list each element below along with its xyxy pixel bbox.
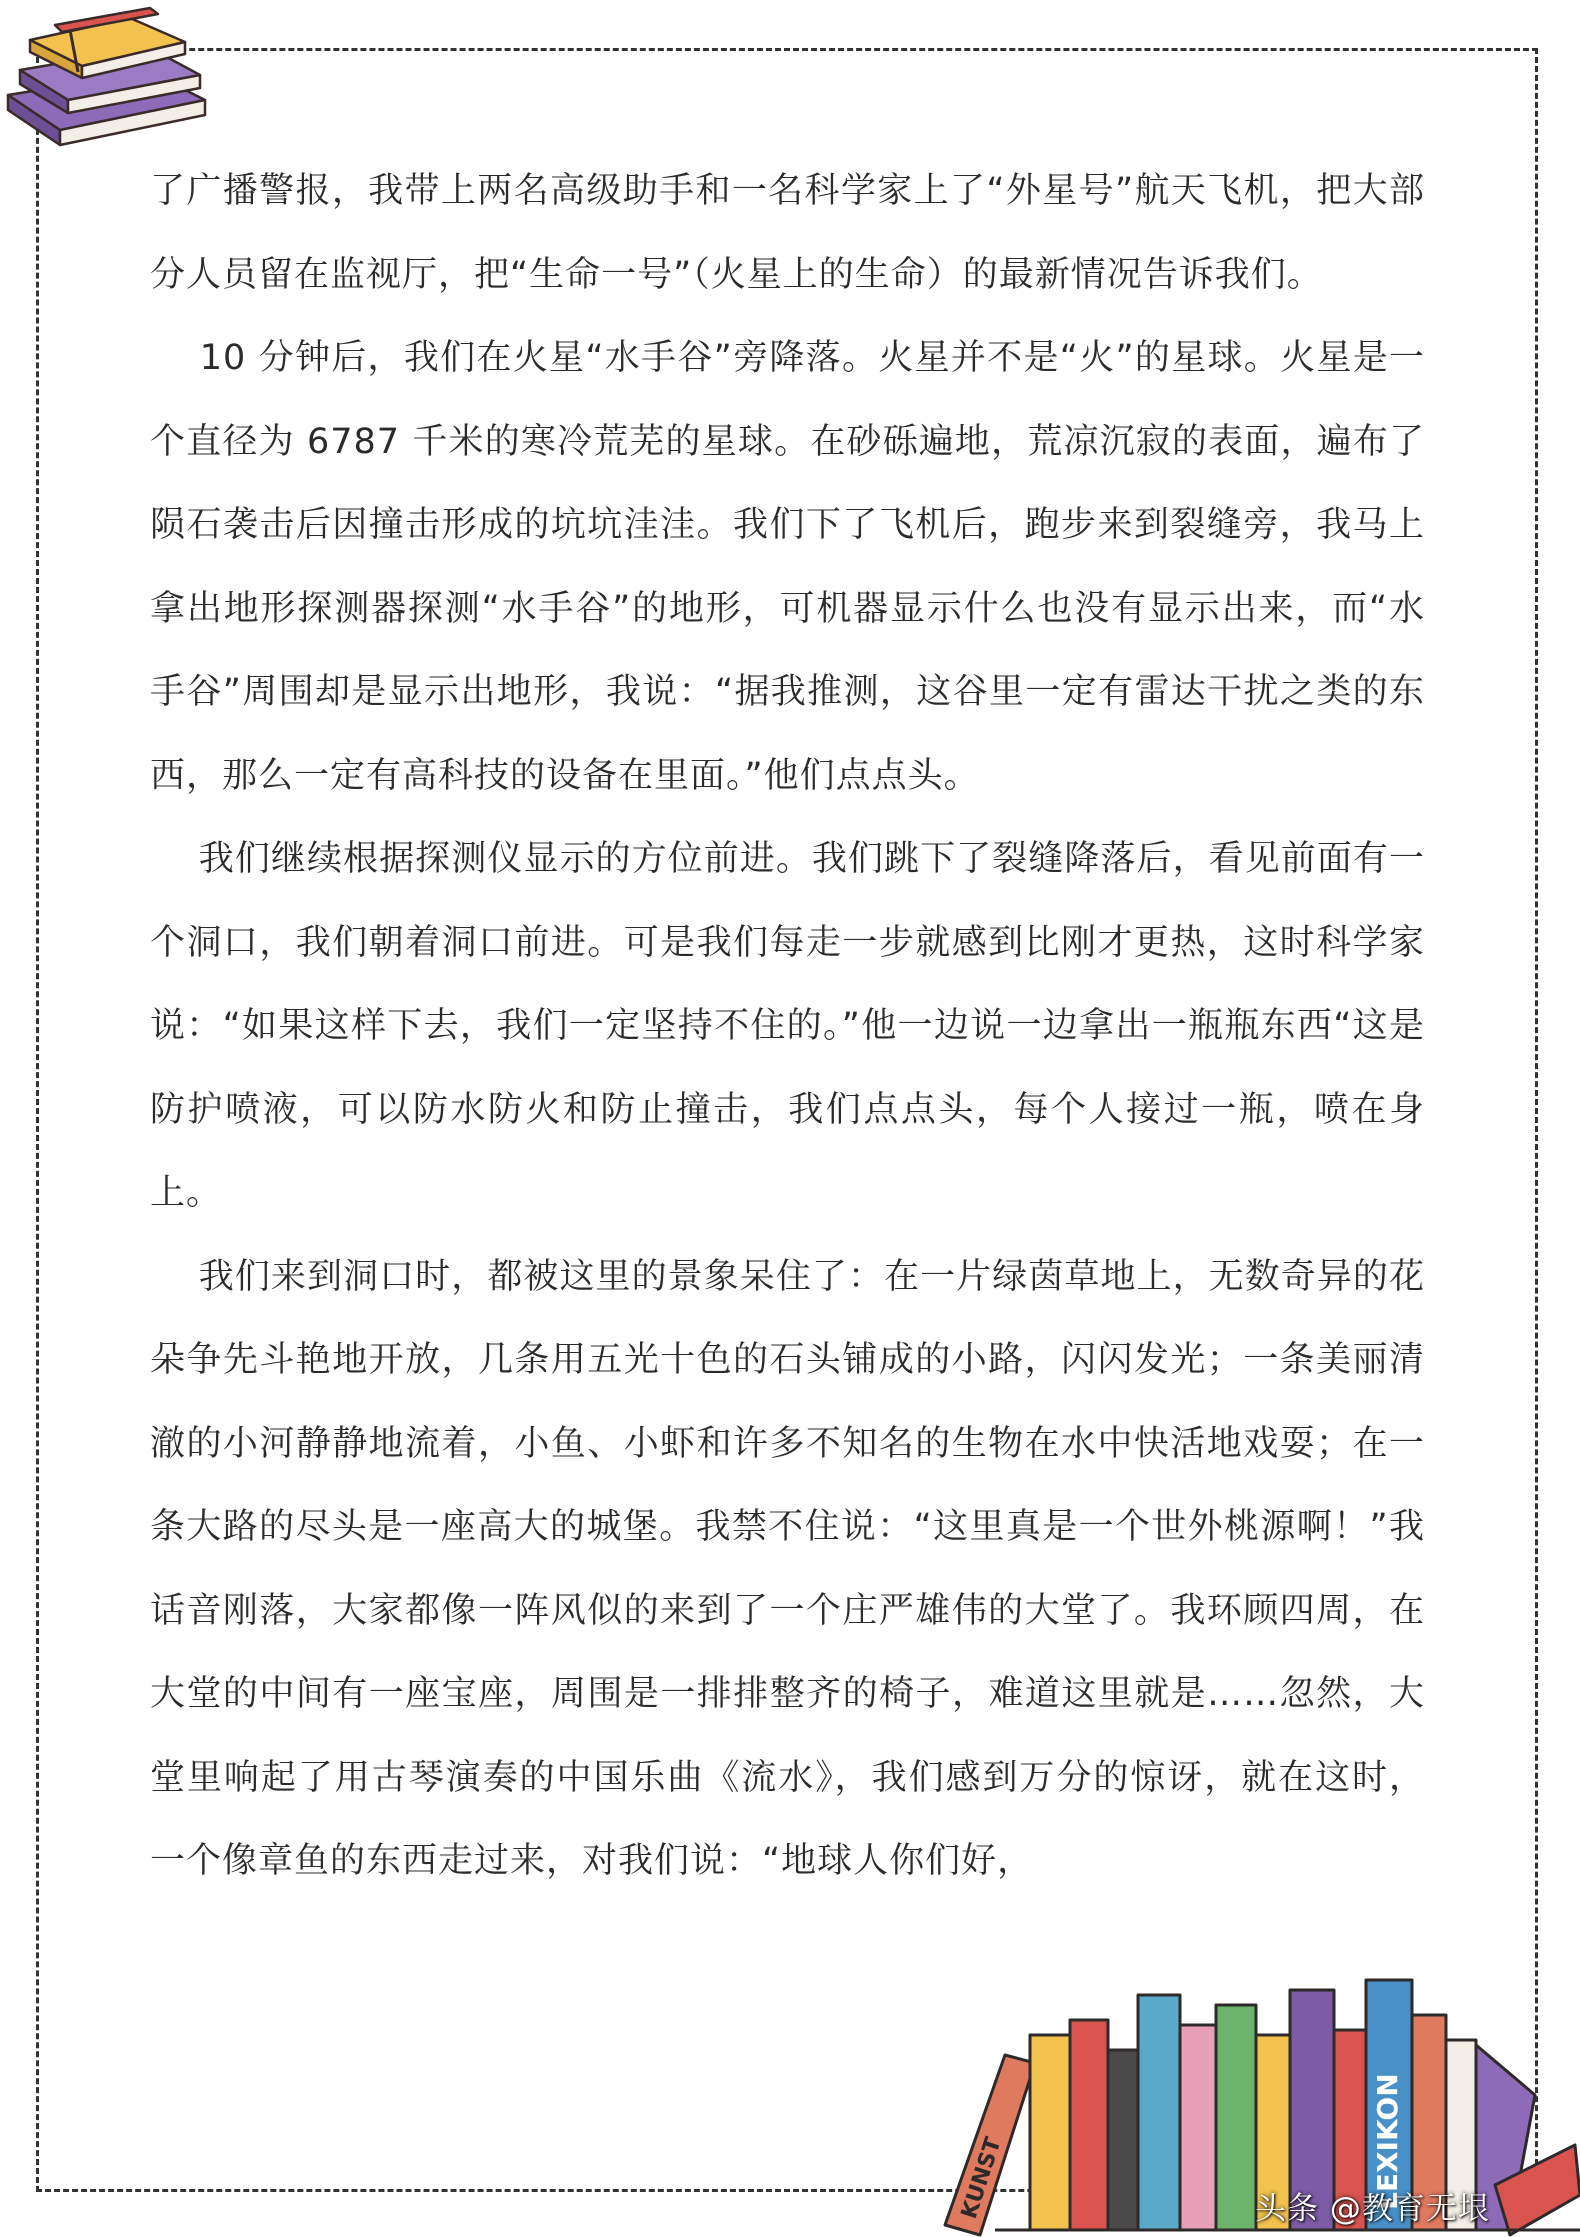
- article-body: [150, 150, 1425, 1904]
- paragraph-1: 了广播警报，我带上两名高级助手和一名科学家上了“外星号”航天飞机，把大部分人员留在监视厅，把“生命一号”（火星上的生命）的最新情况告诉我们。: [150, 171, 1425, 295]
- book-stack-icon: [0, 0, 240, 150]
- spine-label-kunst: KUNST: [956, 2134, 1007, 2222]
- spine-label-lexikon: LEXIKON: [1371, 2073, 1404, 2210]
- paragraph-2: 10 分钟后，我们在火星“水手谷”旁降落。火星并不是“火”的星球。火星是一个直径为 6787 千米的寒冷荒芜的星球。在砂砾遍地，荒凉沉寂的表面，遍布了陨石袭击后因撞击形成的坑坑洼洼。我们下了飞机后，跑步来到裂缝旁，我马上拿出地形探测器探测“水手谷”的地形，可机器显示什么也没有显示出来，而“水手谷”周围却是显示出地形，我说：“据我推测，这谷里一定有雷达干扰之类的东西，那么一定有高科技的设备在里面。”他们点点头。: [150, 338, 1425, 796]
- paragraph-3: 我们继续根据探测仪显示的方位前进。我们跳下了裂缝降落后，看见前面有一个洞口，我们朝着洞口前进。可是我们每走一步就感到比刚才更热，这时科学家说：“如果这样下去，我们一定坚持不住的。”他一边说一边拿出一瓶瓶东西“这是防护喷液，可以防水防火和防止撞击，我们点点头，每个人接过一瓶，喷在身上。: [150, 839, 1425, 1213]
- watermark-text: 头条 @教育无垠: [1255, 2191, 1490, 2227]
- paragraph-4: 我们来到洞口时，都被这里的景象呆住了：在一片绿茵草地上，无数奇异的花朵争先斗艳地开放，几条用五光十色的石头铺成的小路，闪闪发光；一条美丽清澈的小河静静地流着，小鱼、小虾和许多不知名的生物在水中快活地戏耍；在一条大路的尽头是一座高大的城堡。我禁不住说：“这里真是一个世外桃源啊！”我话音刚落，大家都像一阵风似的来到了一个庄严雄伟的大堂了。我环顾四周，在大堂的中间有一座宝座，周围是一排排整齐的椅子，难道这里就是……忽然，大堂里响起了用古琴演奏的中国乐曲《流水》，我们感到万分的惊讶，就在这时，一个像章鱼的东西走过来，对我们说：“地球人你们好，: [150, 1256, 1425, 1881]
